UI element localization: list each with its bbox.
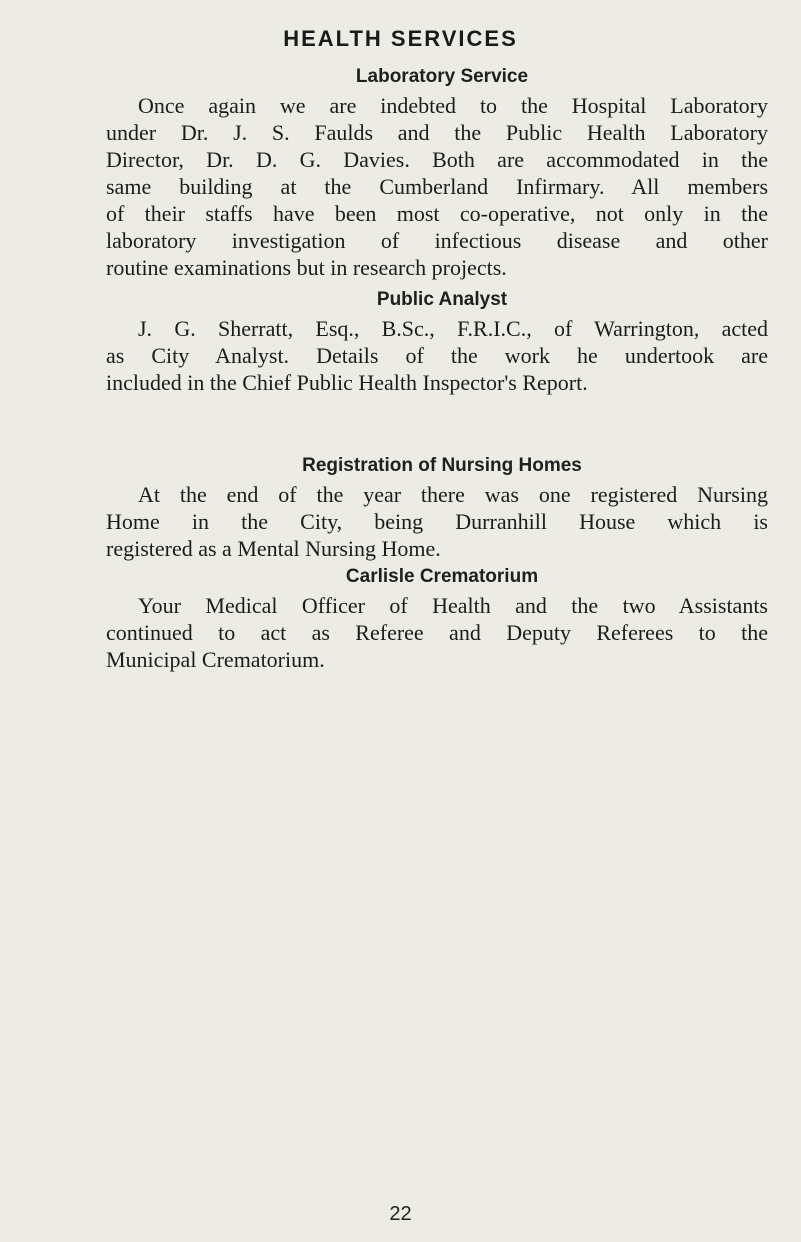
paragraph-line: laboratory investigation of infectious disease and other bbox=[106, 228, 768, 253]
paragraph-line: as City Analyst. Details of the work he undertook are bbox=[106, 343, 768, 368]
paragraph-line: Your Medical Officer of Health and the two Assistants bbox=[138, 593, 768, 618]
section-carlisle-crematorium bbox=[106, 562, 768, 673]
section-paragraph bbox=[106, 481, 768, 562]
section-paragraph bbox=[106, 92, 768, 281]
section-heading: Laboratory Service bbox=[355, 66, 529, 87]
section-heading: Registration of Nursing Homes bbox=[302, 455, 582, 476]
page-number: 22 bbox=[389, 1203, 412, 1225]
paragraph-line: At the end of the year there was one registered Nursing bbox=[138, 482, 768, 507]
section-heading: Carlisle Crematorium bbox=[345, 566, 539, 587]
paragraph-line: same building at the Cumberland Infirmary. All members bbox=[106, 174, 768, 199]
paragraph-line: Once again we are indebted to the Hospital Laboratory bbox=[138, 93, 768, 118]
paragraph-line: included in the Chief Public Health Inspector's Report. bbox=[106, 370, 588, 395]
paragraph-line: Home in the City, being Durranhill House which is bbox=[106, 509, 768, 534]
paragraph-line: of their staffs have been most co-operative, not only in the bbox=[106, 201, 768, 226]
section-laboratory-service bbox=[106, 62, 768, 281]
paragraph-line: routine examinations but in research projects. bbox=[106, 255, 507, 280]
paragraph-line: J. G. Sherratt, Esq., B.Sc., F.R.I.C., of Warrington, acted bbox=[138, 316, 768, 341]
section-heading: Public Analyst bbox=[376, 289, 508, 310]
section-public-analyst bbox=[106, 285, 768, 396]
paragraph-line: Municipal Crematorium. bbox=[106, 647, 325, 672]
page-title: HEALTH SERVICES bbox=[283, 26, 518, 51]
section-registration-nursing-homes bbox=[106, 451, 768, 562]
section-paragraph bbox=[106, 592, 768, 673]
section-paragraph bbox=[106, 315, 768, 396]
paragraph-line: under Dr. J. S. Faulds and the Public Health Laboratory bbox=[106, 120, 768, 145]
paragraph-line: Director, Dr. D. G. Davies. Both are accommodated in the bbox=[106, 147, 768, 172]
paragraph-line: continued to act as Referee and Deputy Referees to the bbox=[106, 620, 768, 645]
paragraph-line: registered as a Mental Nursing Home. bbox=[106, 536, 441, 561]
